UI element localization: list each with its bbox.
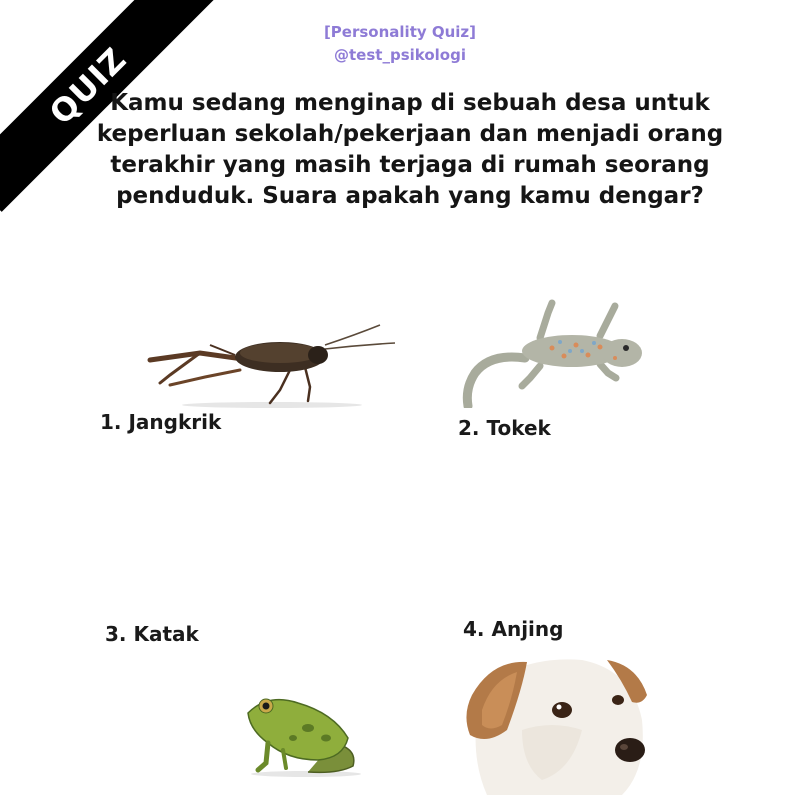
header-title: [Personality Quiz] (323, 23, 477, 41)
gecko-icon[interactable] (460, 298, 650, 408)
option-4-label[interactable]: 4. Anjing (463, 617, 564, 641)
quiz-ribbon-label: QUIZ (41, 39, 135, 133)
option-3-label[interactable]: 3. Katak (105, 622, 199, 646)
frog-icon[interactable] (238, 688, 368, 778)
option-2-label[interactable]: 2. Tokek (458, 416, 551, 440)
question-text: Kamu sedang menginap di sebuah desa untuk keperluan sekolah/pekerjaan dan menjadi orang terakhir yang masih terjaga di rumah seorang penduduk. Suara apakah yang kamu dengar? (96, 90, 724, 209)
cricket-icon[interactable] (140, 315, 400, 410)
option-1-label[interactable]: 1. Jangkrik (100, 410, 222, 434)
dog-icon[interactable] (462, 650, 652, 795)
header-handle: @test_psikologi (334, 46, 466, 64)
